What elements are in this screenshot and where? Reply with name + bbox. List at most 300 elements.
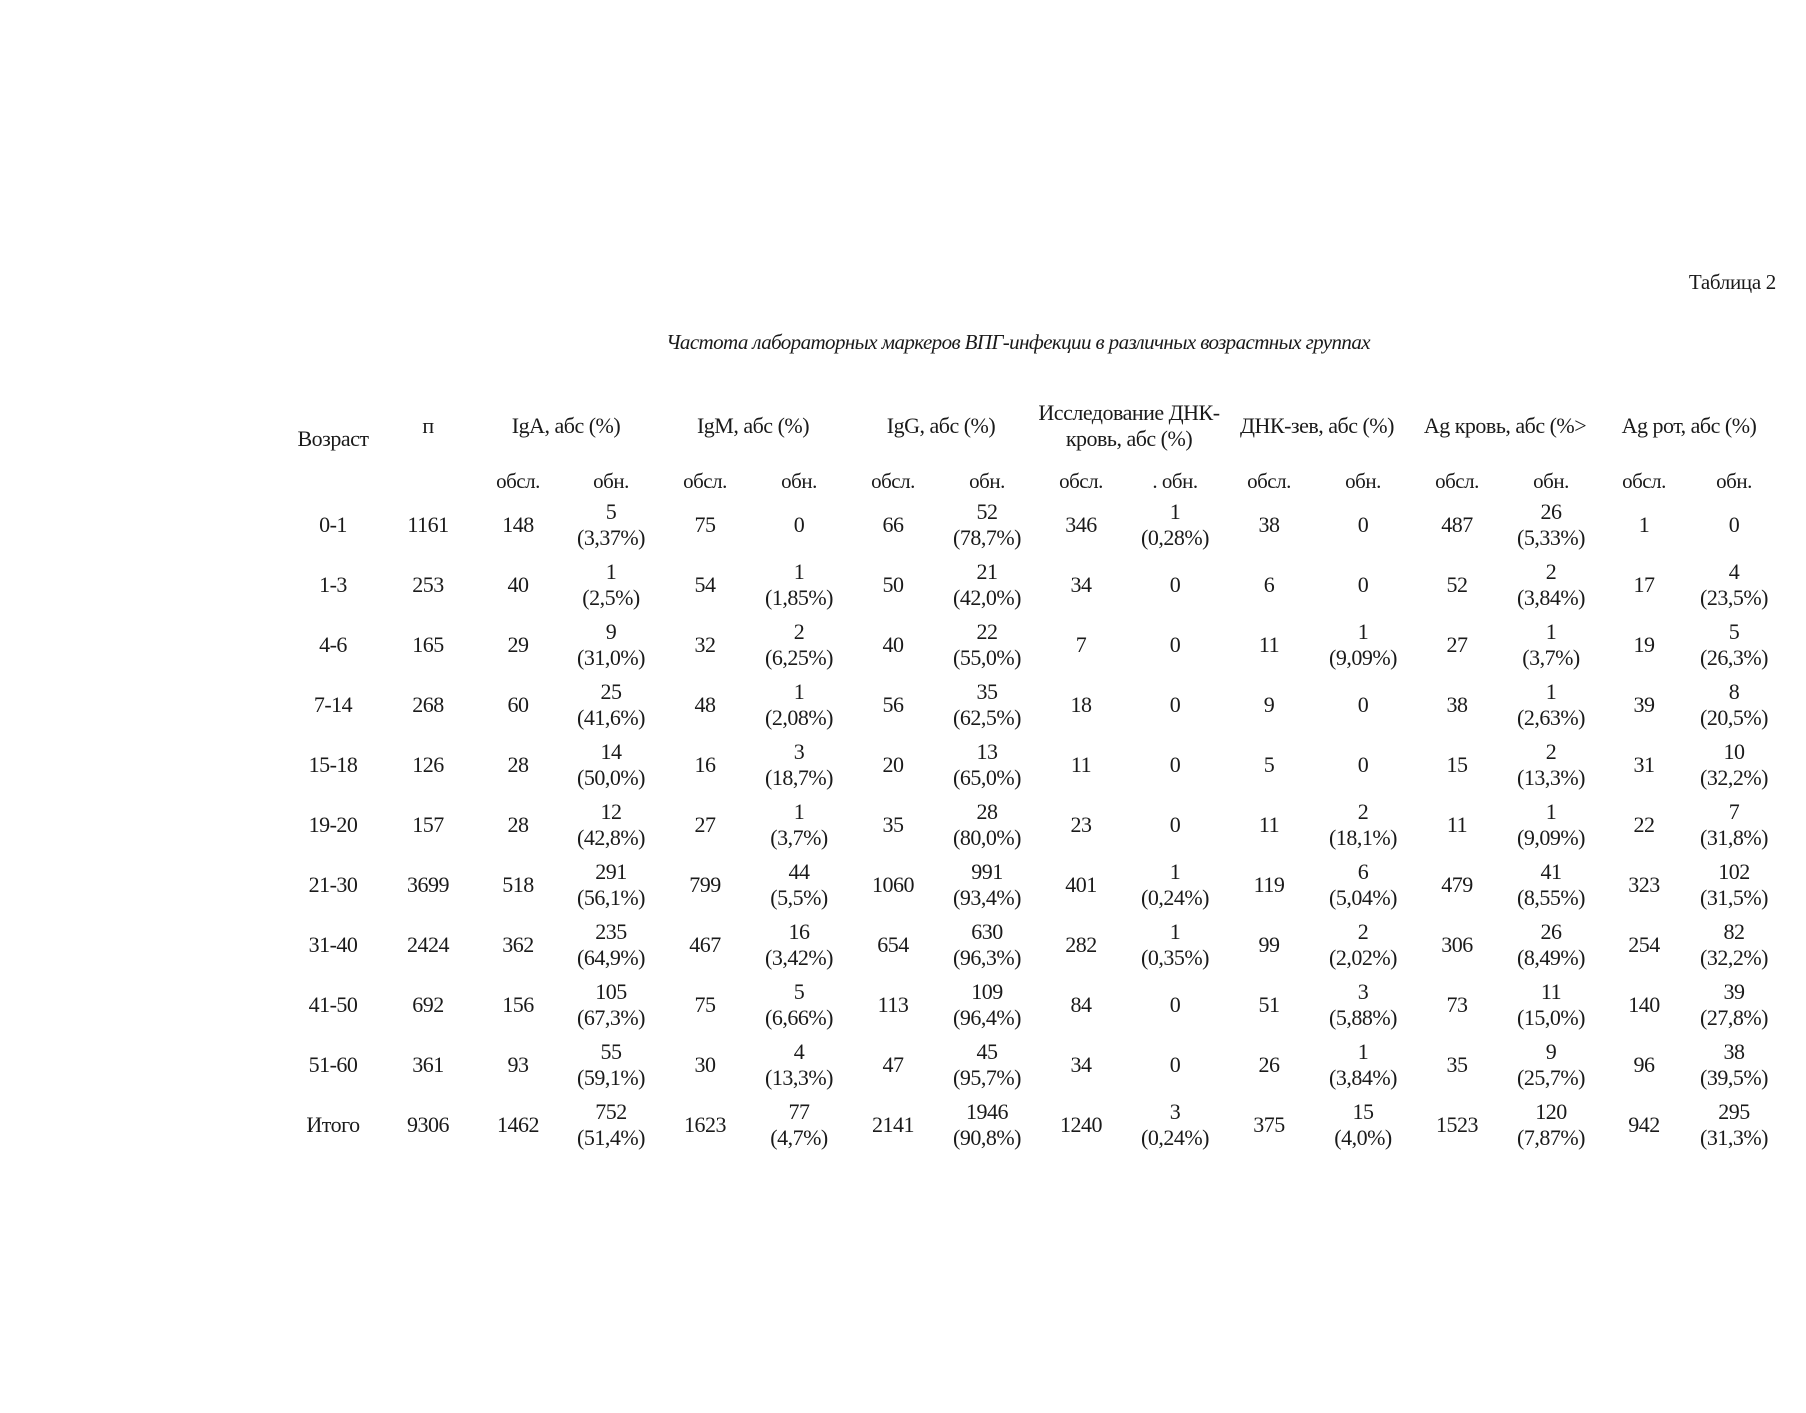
detected-count: 0 xyxy=(1357,692,1369,717)
detected-cell xyxy=(939,795,1035,855)
detected-percent: (7,87%) xyxy=(1517,1125,1585,1150)
header-iga: IgA, абс (%) xyxy=(511,413,621,438)
detected-cell xyxy=(563,975,659,1035)
detected-percent: (5,5%) xyxy=(770,885,828,910)
detected-cell xyxy=(1127,495,1223,555)
detected-cell xyxy=(751,495,847,555)
detected-cell xyxy=(939,555,1035,615)
detected-cell xyxy=(1127,975,1223,1035)
table-row xyxy=(283,1095,1779,1155)
detected-percent: (31,5%) xyxy=(1700,885,1768,910)
sub-detected: . обн. xyxy=(1152,469,1198,493)
age-cell: 19-20 xyxy=(308,812,358,837)
detected-count: 3 xyxy=(1169,1099,1181,1124)
detected-cell xyxy=(1315,615,1411,675)
detected-count: 235 xyxy=(595,919,627,944)
detected-cell xyxy=(563,915,659,975)
examined-cell: 1523 xyxy=(1436,1112,1478,1137)
detected-count: 28 xyxy=(976,799,998,824)
detected-percent: (1,85%) xyxy=(765,585,833,610)
table-caption: Частота лабораторных маркеров ВПГ-инфекции в различных возрастных группах xyxy=(666,330,1370,354)
examined-cell: 22 xyxy=(1633,812,1655,837)
examined-cell: 75 xyxy=(694,512,716,537)
detected-count: 3 xyxy=(793,739,805,764)
examined-cell: 40 xyxy=(507,572,529,597)
detected-percent: (6,25%) xyxy=(765,645,833,670)
age-cell: 15-18 xyxy=(308,752,358,777)
examined-cell: 28 xyxy=(507,752,529,777)
detected-count: 1 xyxy=(793,559,805,584)
detected-cell xyxy=(1689,1035,1779,1095)
sub-detected: обн. xyxy=(593,469,629,493)
table-row xyxy=(283,675,1779,735)
examined-cell: 34 xyxy=(1070,572,1092,597)
examined-cell: 27 xyxy=(694,812,716,837)
examined-cell: 20 xyxy=(882,752,904,777)
detected-cell xyxy=(1503,555,1599,615)
detected-percent: (9,09%) xyxy=(1329,645,1397,670)
n-cell: 2424 xyxy=(407,932,449,957)
detected-cell xyxy=(1503,735,1599,795)
detected-percent: (3,7%) xyxy=(1522,645,1580,670)
detected-percent: (50,0%) xyxy=(577,765,645,790)
detected-cell xyxy=(1127,855,1223,915)
detected-cell xyxy=(1503,795,1599,855)
examined-cell: 17 xyxy=(1633,572,1655,597)
detected-cell xyxy=(1127,735,1223,795)
detected-count: 6 xyxy=(1357,859,1369,884)
examined-cell: 282 xyxy=(1065,932,1097,957)
detected-percent: (27,8%) xyxy=(1700,1005,1768,1030)
detected-cell xyxy=(1689,975,1779,1035)
examined-cell: 23 xyxy=(1070,812,1092,837)
detected-percent: (64,9%) xyxy=(577,945,645,970)
examined-cell: 32 xyxy=(694,632,716,657)
age-cell: 7-14 xyxy=(313,692,353,717)
detected-cell xyxy=(1315,795,1411,855)
table-row xyxy=(283,735,1779,795)
header-dna-throat: ДНК-зев, абс (%) xyxy=(1240,413,1394,438)
table-row xyxy=(283,855,1779,915)
detected-cell xyxy=(1689,1095,1779,1155)
detected-cell xyxy=(1503,495,1599,555)
n-cell: 157 xyxy=(412,812,444,837)
examined-cell: 654 xyxy=(877,932,909,957)
detected-cell xyxy=(1315,735,1411,795)
detected-percent: (41,6%) xyxy=(577,705,645,730)
header-igg: IgG, абс (%) xyxy=(886,413,996,438)
detected-cell xyxy=(1689,915,1779,975)
detected-cell xyxy=(1315,975,1411,1035)
examined-cell: 467 xyxy=(689,932,721,957)
examined-cell: 38 xyxy=(1258,512,1280,537)
detected-count: 1 xyxy=(1545,799,1557,824)
examined-cell: 15 xyxy=(1446,752,1468,777)
detected-count: 120 xyxy=(1535,1099,1567,1124)
examined-cell: 30 xyxy=(694,1052,716,1077)
examined-cell: 487 xyxy=(1441,512,1473,537)
detected-cell xyxy=(1689,735,1779,795)
table-row xyxy=(283,975,1779,1035)
detected-count: 44 xyxy=(788,859,810,884)
examined-cell: 56 xyxy=(882,692,904,717)
detected-count: 35 xyxy=(976,679,998,704)
detected-count: 1 xyxy=(1545,679,1557,704)
detected-count: 0 xyxy=(1357,512,1369,537)
examined-cell: 375 xyxy=(1253,1112,1285,1137)
detected-cell xyxy=(563,615,659,675)
n-cell: 1161 xyxy=(407,512,449,537)
detected-percent: (96,3%) xyxy=(953,945,1021,970)
detected-cell xyxy=(751,615,847,675)
examined-cell: 1623 xyxy=(684,1112,726,1137)
detected-count: 16 xyxy=(788,919,810,944)
examined-cell: 38 xyxy=(1446,692,1468,717)
table-header xyxy=(283,383,1779,495)
examined-cell: 19 xyxy=(1633,632,1655,657)
table-row xyxy=(283,795,1779,855)
detected-count: 0 xyxy=(1169,752,1181,777)
examined-cell: 9 xyxy=(1263,692,1275,717)
detected-count: 26 xyxy=(1540,499,1562,524)
detected-percent: (65,0%) xyxy=(953,765,1021,790)
detected-count: 5 xyxy=(793,979,805,1004)
detected-cell xyxy=(1315,555,1411,615)
detected-percent: (55,0%) xyxy=(953,645,1021,670)
detected-count: 1 xyxy=(793,799,805,824)
detected-percent: (18,1%) xyxy=(1329,825,1397,850)
examined-cell: 18 xyxy=(1070,692,1092,717)
detected-cell xyxy=(563,555,659,615)
age-cell: 4-6 xyxy=(319,632,347,657)
examined-cell: 119 xyxy=(1253,872,1285,897)
detected-cell xyxy=(563,1095,659,1155)
detected-count: 991 xyxy=(971,859,1003,884)
detected-count: 0 xyxy=(1169,572,1181,597)
detected-percent: (31,0%) xyxy=(577,645,645,670)
detected-count: 26 xyxy=(1540,919,1562,944)
examined-cell: 1462 xyxy=(497,1112,539,1137)
detected-cell xyxy=(751,975,847,1035)
detected-cell xyxy=(751,1095,847,1155)
detected-count: 25 xyxy=(600,679,622,704)
detected-cell xyxy=(1689,555,1779,615)
sub-examined: обсл. xyxy=(871,469,915,493)
detected-cell xyxy=(939,915,1035,975)
detected-percent: (25,7%) xyxy=(1517,1065,1585,1090)
sub-examined: обсл. xyxy=(683,469,727,493)
examined-cell: 799 xyxy=(689,872,721,897)
detected-percent: (3,84%) xyxy=(1329,1065,1397,1090)
detected-count: 82 xyxy=(1723,919,1745,944)
detected-count: 38 xyxy=(1723,1039,1745,1064)
detected-cell xyxy=(563,735,659,795)
detected-percent: (80,0%) xyxy=(953,825,1021,850)
detected-cell xyxy=(1127,675,1223,735)
examined-cell: 1240 xyxy=(1060,1112,1102,1137)
detected-count: 291 xyxy=(595,859,627,884)
table-row xyxy=(283,555,1779,615)
detected-percent: (2,63%) xyxy=(1517,705,1585,730)
detected-cell xyxy=(1127,795,1223,855)
detected-percent: (4,7%) xyxy=(770,1125,828,1150)
detected-percent: (56,1%) xyxy=(577,885,645,910)
detected-percent: (20,5%) xyxy=(1700,705,1768,730)
detected-count: 9 xyxy=(605,619,617,644)
detected-count: 2 xyxy=(1357,919,1369,944)
detected-cell xyxy=(751,555,847,615)
detected-percent: (32,2%) xyxy=(1700,945,1768,970)
examined-cell: 93 xyxy=(507,1052,529,1077)
detected-cell xyxy=(1503,675,1599,735)
n-cell: 3699 xyxy=(407,872,449,897)
detected-cell xyxy=(939,975,1035,1035)
detected-cell xyxy=(1689,615,1779,675)
sub-examined: обсл. xyxy=(1622,469,1666,493)
table-row xyxy=(283,615,1779,675)
detected-cell xyxy=(1689,855,1779,915)
header-ag-blood: Ag кровь, абс (%> xyxy=(1423,413,1587,438)
detected-percent: (3,7%) xyxy=(770,825,828,850)
detected-count: 55 xyxy=(600,1039,622,1064)
n-cell: 361 xyxy=(412,1052,444,1077)
detected-count: 752 xyxy=(595,1099,627,1124)
detected-cell xyxy=(939,735,1035,795)
detected-count: 1 xyxy=(1169,919,1181,944)
header-ag-mouth: Ag рот, абс (%) xyxy=(1621,413,1757,438)
detected-cell xyxy=(1127,615,1223,675)
detected-count: 1 xyxy=(1169,499,1181,524)
age-cell: 31-40 xyxy=(308,932,358,957)
examined-cell: 942 xyxy=(1628,1112,1660,1137)
detected-cell xyxy=(1315,915,1411,975)
markers-table xyxy=(283,383,1779,1155)
detected-count: 0 xyxy=(1357,572,1369,597)
detected-percent: (15,0%) xyxy=(1517,1005,1585,1030)
detected-cell xyxy=(751,675,847,735)
detected-percent: (3,37%) xyxy=(577,525,645,550)
age-cell: 41-50 xyxy=(308,992,358,1017)
detected-percent: (13,3%) xyxy=(1517,765,1585,790)
header-age: Возраст xyxy=(297,426,369,451)
detected-count: 1 xyxy=(1169,859,1181,884)
detected-count: 1 xyxy=(1545,619,1557,644)
detected-percent: (5,33%) xyxy=(1517,525,1585,550)
examined-cell: 28 xyxy=(507,812,529,837)
detected-count: 77 xyxy=(788,1099,810,1124)
detected-count: 295 xyxy=(1718,1099,1750,1124)
detected-percent: (8,55%) xyxy=(1517,885,1585,910)
detected-cell xyxy=(1127,1035,1223,1095)
detected-count: 22 xyxy=(976,619,998,644)
detected-count: 5 xyxy=(1728,619,1740,644)
detected-cell xyxy=(939,495,1035,555)
detected-cell xyxy=(563,495,659,555)
detected-percent: (62,5%) xyxy=(953,705,1021,730)
detected-count: 8 xyxy=(1728,679,1740,704)
examined-cell: 35 xyxy=(1446,1052,1468,1077)
detected-count: 630 xyxy=(971,919,1003,944)
detected-percent: (13,3%) xyxy=(765,1065,833,1090)
detected-count: 41 xyxy=(1540,859,1562,884)
detected-cell xyxy=(939,1035,1035,1095)
detected-cell xyxy=(1127,555,1223,615)
examined-cell: 362 xyxy=(502,932,534,957)
detected-cell xyxy=(751,855,847,915)
examined-cell: 35 xyxy=(882,812,904,837)
sub-examined: обсл. xyxy=(1247,469,1291,493)
detected-cell xyxy=(1315,1095,1411,1155)
detected-percent: (8,49%) xyxy=(1517,945,1585,970)
detected-count: 4 xyxy=(1728,559,1740,584)
table-number-label: Таблица 2 xyxy=(1688,270,1776,294)
detected-cell xyxy=(1315,675,1411,735)
detected-count: 10 xyxy=(1723,739,1745,764)
age-cell: 0-1 xyxy=(319,512,347,537)
detected-count: 1 xyxy=(1357,619,1369,644)
examined-cell: 99 xyxy=(1258,932,1280,957)
detected-cell xyxy=(939,675,1035,735)
examined-cell: 26 xyxy=(1258,1052,1280,1077)
detected-percent: (5,04%) xyxy=(1329,885,1397,910)
detected-cell xyxy=(1127,915,1223,975)
age-cell: 51-60 xyxy=(308,1052,358,1077)
sub-detected: обн. xyxy=(969,469,1005,493)
sub-detected: обн. xyxy=(1533,469,1569,493)
table-body xyxy=(283,495,1779,1155)
header-sub-row xyxy=(283,469,1779,495)
examined-cell: 156 xyxy=(502,992,534,1017)
detected-count: 0 xyxy=(793,512,805,537)
detected-percent: (4,0%) xyxy=(1334,1125,1392,1150)
detected-count: 3 xyxy=(1357,979,1369,1004)
age-cell: 1-3 xyxy=(319,572,347,597)
examined-cell: 66 xyxy=(882,512,904,537)
detected-cell xyxy=(1689,495,1779,555)
examined-cell: 5 xyxy=(1263,752,1275,777)
examined-cell: 52 xyxy=(1446,572,1468,597)
detected-cell xyxy=(1503,915,1599,975)
detected-count: 0 xyxy=(1357,752,1369,777)
examined-cell: 29 xyxy=(507,632,529,657)
n-cell: 268 xyxy=(412,692,444,717)
detected-count: 2 xyxy=(1357,799,1369,824)
detected-count: 13 xyxy=(976,739,998,764)
detected-percent: (39,5%) xyxy=(1700,1065,1768,1090)
examined-cell: 323 xyxy=(1628,872,1660,897)
detected-percent: (3,84%) xyxy=(1517,585,1585,610)
sub-detected: обн. xyxy=(1716,469,1752,493)
examined-cell: 1060 xyxy=(872,872,914,897)
detected-count: 1 xyxy=(605,559,617,584)
detected-count: 9 xyxy=(1545,1039,1557,1064)
detected-percent: (67,3%) xyxy=(577,1005,645,1030)
detected-cell xyxy=(939,855,1035,915)
header-n: п xyxy=(422,413,434,438)
examined-cell: 27 xyxy=(1446,632,1468,657)
detected-percent: (96,4%) xyxy=(953,1005,1021,1030)
detected-percent: (42,8%) xyxy=(577,825,645,850)
detected-cell xyxy=(1503,975,1599,1035)
detected-count: 1946 xyxy=(966,1099,1008,1124)
examined-cell: 346 xyxy=(1065,512,1097,537)
detected-percent: (2,02%) xyxy=(1329,945,1397,970)
detected-count: 5 xyxy=(605,499,617,524)
examined-cell: 148 xyxy=(502,512,534,537)
detected-cell xyxy=(1315,855,1411,915)
detected-percent: (31,3%) xyxy=(1700,1125,1768,1150)
detected-percent: (18,7%) xyxy=(765,765,833,790)
examined-cell: 31 xyxy=(1633,752,1655,777)
examined-cell: 306 xyxy=(1441,932,1473,957)
detected-percent: (31,8%) xyxy=(1700,825,1768,850)
examined-cell: 2141 xyxy=(872,1112,914,1137)
examined-cell: 84 xyxy=(1070,992,1092,1017)
detected-count: 0 xyxy=(1169,812,1181,837)
detected-percent: (0,24%) xyxy=(1141,1125,1209,1150)
examined-cell: 50 xyxy=(882,572,904,597)
sub-detected: обн. xyxy=(781,469,817,493)
detected-count: 39 xyxy=(1723,979,1745,1004)
detected-cell xyxy=(751,795,847,855)
detected-cell xyxy=(1503,1095,1599,1155)
examined-cell: 1 xyxy=(1638,512,1650,537)
detected-percent: (0,24%) xyxy=(1141,885,1209,910)
detected-percent: (42,0%) xyxy=(953,585,1021,610)
detected-cell xyxy=(1315,1035,1411,1095)
detected-count: 2 xyxy=(1545,739,1557,764)
detected-percent: (59,1%) xyxy=(577,1065,645,1090)
detected-percent: (9,09%) xyxy=(1517,825,1585,850)
n-cell: 253 xyxy=(412,572,444,597)
detected-percent: (78,7%) xyxy=(953,525,1021,550)
detected-percent: (26,3%) xyxy=(1700,645,1768,670)
examined-cell: 518 xyxy=(502,872,534,897)
detected-count: 0 xyxy=(1728,512,1740,537)
examined-cell: 39 xyxy=(1633,692,1655,717)
detected-count: 7 xyxy=(1728,799,1740,824)
detected-cell xyxy=(1127,1095,1223,1155)
detected-cell xyxy=(1503,615,1599,675)
detected-percent: (51,4%) xyxy=(577,1125,645,1150)
examined-cell: 6 xyxy=(1263,572,1275,597)
detected-count: 45 xyxy=(976,1039,998,1064)
examined-cell: 113 xyxy=(877,992,909,1017)
detected-count: 12 xyxy=(600,799,622,824)
detected-percent: (93,4%) xyxy=(953,885,1021,910)
detected-cell xyxy=(1503,855,1599,915)
detected-count: 15 xyxy=(1352,1099,1374,1124)
detected-count: 11 xyxy=(1540,979,1562,1004)
examined-cell: 11 xyxy=(1258,812,1280,837)
detected-percent: (90,8%) xyxy=(953,1125,1021,1150)
examined-cell: 11 xyxy=(1258,632,1280,657)
table-row xyxy=(283,495,1779,555)
sub-examined: обсл. xyxy=(1059,469,1103,493)
header-n-blank xyxy=(383,469,473,495)
detected-percent: (0,35%) xyxy=(1141,945,1209,970)
sub-examined: обсл. xyxy=(496,469,540,493)
examined-cell: 48 xyxy=(694,692,716,717)
detected-count: 4 xyxy=(793,1039,805,1064)
examined-cell: 60 xyxy=(507,692,529,717)
header-group-row xyxy=(283,383,1779,469)
detected-count: 14 xyxy=(600,739,622,764)
sub-detected: обн. xyxy=(1345,469,1381,493)
examined-cell: 51 xyxy=(1258,992,1280,1017)
examined-cell: 34 xyxy=(1070,1052,1092,1077)
detected-cell xyxy=(1503,1035,1599,1095)
